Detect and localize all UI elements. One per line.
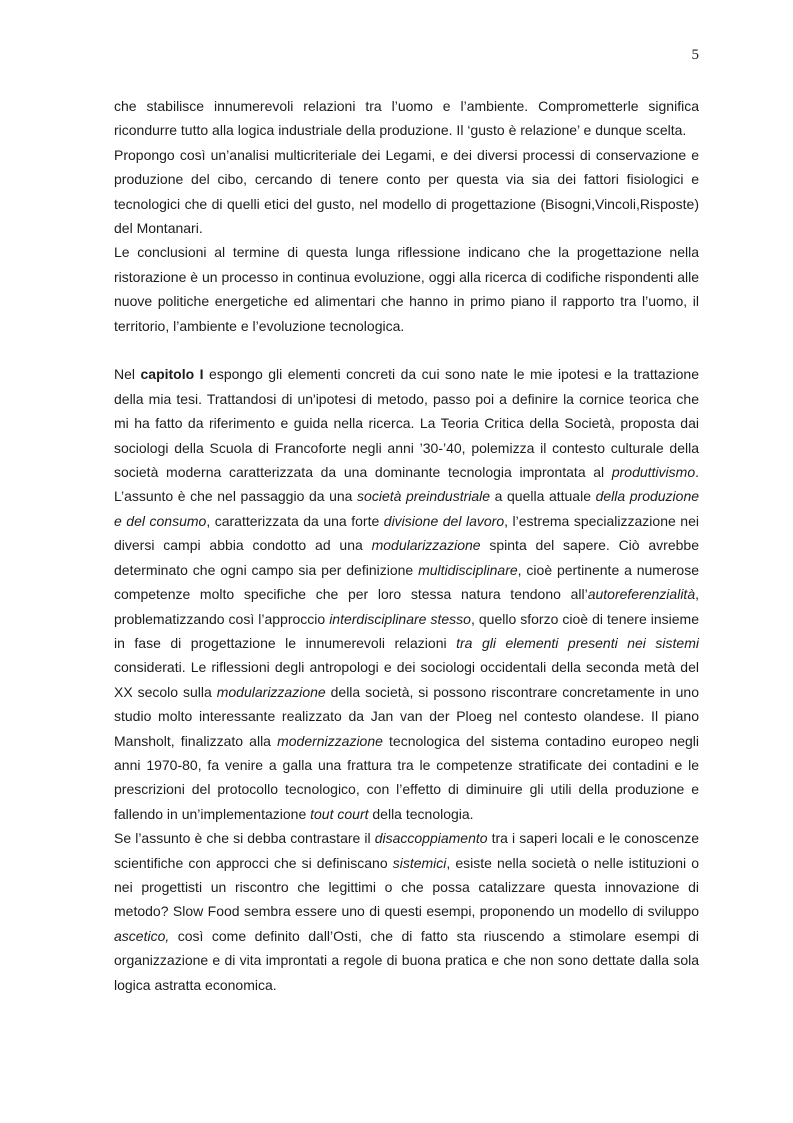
italic-text: ascetico, bbox=[114, 927, 170, 944]
italic-text: sistemici bbox=[392, 854, 447, 871]
italic-text: società preindustriale bbox=[357, 488, 491, 505]
text-run: che stabilisce innumerevoli relazioni tra l’uomo e l’ambiente. Comprometterle significa ricondurre tutto alla logica industriale della produzione. Il ‘gusto è relazione’ e dunque scelta. bbox=[114, 98, 699, 139]
text-run: , problematizzando così l’approccio bbox=[114, 586, 699, 627]
italic-text: autoreferenzialità bbox=[587, 586, 696, 603]
text-run: così come definito dall’Osti, che di fatto sta riuscendo a stimolare esempi di organizzazione e di vita improntati a regole di buona pratica e che non sono dettate dalla sola logica astratta economica. bbox=[114, 927, 699, 993]
text-run: Propongo così un’analisi multicriteriale dei Legami, e dei diversi processi di conservazione e produzione del cibo, cercando di tenere conto per questa via sia dei fattori fisiologici e tecnologici che di quelli etici del gusto, nel modello di progettazione (Bisogni,Vincoli,Risposte) del Montanari. bbox=[114, 146, 699, 237]
italic-text: interdisciplinare stesso bbox=[329, 610, 471, 627]
page-number: 5 bbox=[691, 47, 699, 63]
paragraph-gap bbox=[114, 338, 699, 362]
italic-text: tout court bbox=[310, 805, 369, 822]
italic-text: divisione del lavoro bbox=[383, 512, 505, 529]
text-run: , caratterizzata da una forte bbox=[206, 512, 384, 529]
text-run: tra i saperi locali e le conoscenze scientifiche con approcci che si definiscano bbox=[114, 830, 699, 871]
italic-text: modularizzazione bbox=[371, 537, 481, 554]
bold-text: capitolo I bbox=[140, 366, 204, 383]
text-run: , cioè pertinente a numerose competenze molto specifiche che per loro stessa natura tendono all’ bbox=[114, 561, 699, 603]
text-run: , quello sforzo cioè di tenere insieme in fase di progettazione le innumerevoli relazioni bbox=[114, 610, 700, 651]
text-run: spinta del sapere. Ciò avrebbe determinato che ogni campo sia per definizione bbox=[114, 537, 699, 578]
text-run: considerati. Le riflessioni degli antropologi e dei sociologi occidentali della seconda metà del XX secolo sulla bbox=[114, 659, 699, 700]
italic-text: tra gli elementi presenti nei sistemi bbox=[456, 634, 699, 651]
paragraph bbox=[114, 143, 699, 241]
text-run: . L’assunto è che nel passaggio da una bbox=[114, 464, 699, 505]
italic-text: modernizzazione bbox=[277, 732, 383, 749]
text-run: Se l’assunto è che si debba contrastare il bbox=[114, 830, 375, 847]
text-run: , l’estrema specializzazione nei diversi campi abbia condotto ad una bbox=[114, 512, 699, 554]
text-run: della società, si possono riscontrare concretamente in uno studio molto interessante realizzato da Jan van der Ploeg nel contesto olandese. Il piano Mansholt, finalizzato alla bbox=[114, 683, 699, 749]
paragraph bbox=[114, 826, 699, 997]
italic-text: produttivismo bbox=[611, 464, 696, 481]
text-run: Nel bbox=[114, 366, 141, 383]
body-text bbox=[114, 94, 699, 997]
text-run: espongo gli elementi concreti da cui sono nate le mie ipotesi e la trattazione della mia tesi. Trattandosi di un'ipotesi di metodo, passo poi a definire la cornice teorica che mi ha fatto da riferimento e guida nella ricerca. La Teoria Critica della Società, proposta dai sociologi della Scuola di Francoforte negli anni ’30-’40, polemizza il contesto culturale della società moderna caratterizzata da una dominante tecnologia improntata al bbox=[114, 366, 700, 481]
text-run: tecnologica del sistema contadino europeo negli anni 1970-80, fa venire a galla una frattura tra le competenze stratificate dei contadini e le prescrizioni del protocollo tecnologico, con l’effetto di diminuire gli utili della produzione e fallendo in un’implementazione bbox=[114, 732, 699, 822]
paragraph bbox=[114, 240, 699, 338]
text-run: Le conclusioni al termine di questa lunga riflessione indicano che la progettazione nella ristorazione è un processo in continua evoluzione, oggi alla ricerca di codifiche rispondenti alle nuove politiche energetiche ed alimentari che hanno in primo piano il rapporto tra l’uomo, il territorio, l’ambiente e l’evoluzione tecnologica. bbox=[114, 244, 699, 334]
text-run: a quella attuale bbox=[490, 488, 596, 505]
paragraph bbox=[114, 94, 699, 143]
paragraph bbox=[114, 362, 699, 826]
italic-text: modularizzazione bbox=[216, 683, 326, 700]
italic-text: multidisciplinare bbox=[418, 561, 518, 578]
italic-text: disaccoppiamento bbox=[374, 830, 488, 847]
italic-text: della produzione e del consumo bbox=[114, 488, 700, 529]
text-run: della tecnologia. bbox=[368, 805, 474, 822]
text-run: , esiste nella società o nelle istituzioni o nei progettisti un riscontro che legittimi o che possa catalizzare questa innovazione di metodo? Slow Food sembra essere uno di questi esempi, proponendo un modello di sviluppo bbox=[114, 854, 700, 920]
